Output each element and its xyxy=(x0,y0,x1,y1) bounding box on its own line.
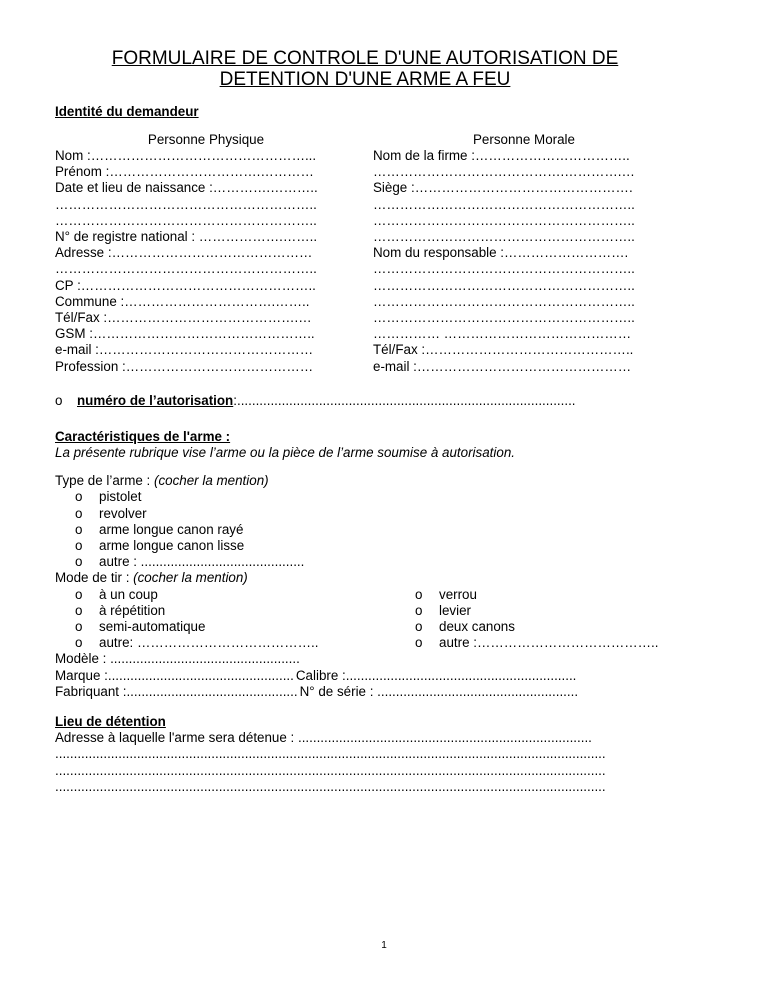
manufacturer-field[interactable]: Fabriquant :.............................................. xyxy=(55,683,298,699)
physical-person-field[interactable]: Date et lieu de naissance :………….……….. xyxy=(55,180,318,196)
model-field[interactable]: Modèle : ................................................... xyxy=(55,651,300,667)
firing-mode-label xyxy=(55,570,675,586)
physical-person-field[interactable]: e-mail :………………………………………… xyxy=(55,342,314,358)
checkbox-bullet-icon[interactable]: o xyxy=(415,619,423,635)
legal-person-field[interactable]: ………………………………………………….. xyxy=(373,196,635,212)
weapon-type-options xyxy=(55,489,675,570)
option-label: autre: ………………………………….. xyxy=(99,635,319,651)
weapon-type-label xyxy=(55,473,675,489)
option-label: levier xyxy=(439,602,471,618)
physical-person-field[interactable]: Profession :…………………………………… xyxy=(55,358,314,374)
checkbox-bullet-icon[interactable]: o xyxy=(55,392,63,408)
firing-mode-hint: (cocher la mention) xyxy=(133,570,248,586)
legal-person-field[interactable]: ………………………………………………….. xyxy=(373,212,635,228)
legal-person-heading: Personne Morale xyxy=(473,132,575,147)
legal-person-field[interactable]: Tél/Fax :……………………………………….. xyxy=(373,342,634,358)
identity-heading: Identité du demandeur xyxy=(55,104,199,119)
weapon-heading: Caractéristiques de l'arme : xyxy=(55,429,231,445)
legal-person-field[interactable]: …………………………………….………….… xyxy=(373,164,635,180)
firing-mode-option[interactable] xyxy=(55,635,395,651)
checkbox-bullet-icon[interactable]: o xyxy=(75,619,83,635)
serial-number-field[interactable]: N° de série : ...................................................... xyxy=(299,683,579,699)
physical-person-heading: Personne Physique xyxy=(147,132,265,147)
checkbox-bullet-icon[interactable]: o xyxy=(415,586,423,602)
checkbox-bullet-icon[interactable]: o xyxy=(75,602,83,618)
brand-caliber-row xyxy=(55,668,675,684)
weapon-subtitle: La présente rubrique vise l’arme ou la pièce de l’arme soumise à autorisation. xyxy=(55,445,515,461)
physical-person-field[interactable]: Adresse :……………………………………… xyxy=(55,245,313,261)
option-label: verrou xyxy=(439,586,477,602)
legal-person-column xyxy=(373,132,675,375)
firing-mode-label-text: Mode de tir : xyxy=(55,570,134,586)
checkbox-bullet-icon[interactable]: o xyxy=(415,602,423,618)
weapon-type-label-text: Type de l’arme : xyxy=(55,473,154,489)
legal-person-field[interactable]: Nom de la firme :…………………………….. xyxy=(373,148,630,163)
physical-person-field[interactable]: Prénom :…………………………….………… xyxy=(55,164,314,180)
legal-person-field[interactable]: Nom du responsable :………………………. xyxy=(373,245,629,261)
physical-person-field[interactable]: ………………………………………………….. xyxy=(55,212,317,228)
checkbox-bullet-icon[interactable]: o xyxy=(75,505,83,521)
physical-person-field[interactable]: ………………………………………………….. xyxy=(55,261,317,277)
firing-mode-option[interactable] xyxy=(55,587,395,603)
checkbox-bullet-icon[interactable]: o xyxy=(75,635,83,651)
legal-person-field[interactable]: e-mail :………………………………………… xyxy=(373,358,632,374)
action-type-option[interactable] xyxy=(395,635,675,651)
legal-person-field[interactable]: ………………………………………………….. xyxy=(373,229,635,245)
page-number: 1 xyxy=(381,940,387,951)
action-type-option[interactable] xyxy=(395,619,675,635)
option-label: à répétition xyxy=(99,602,166,618)
authorization-number-field[interactable]: :........................................................................................... xyxy=(233,392,576,408)
weapon-type-option[interactable] xyxy=(55,506,675,522)
physical-person-field[interactable]: CP :…………………………………………….. xyxy=(55,277,316,293)
action-type-option[interactable] xyxy=(395,587,675,603)
identity-columns xyxy=(55,132,675,375)
authorization-number-row xyxy=(55,393,675,409)
option-label: semi-automatique xyxy=(99,619,206,635)
option-label: autre :………………………………….. xyxy=(439,635,659,651)
checkbox-bullet-icon[interactable]: o xyxy=(75,489,83,505)
weapon-type-hint: (cocher la mention) xyxy=(153,473,269,489)
firing-mode-option[interactable] xyxy=(55,603,395,619)
firing-mode-option[interactable] xyxy=(55,619,395,635)
option-label: arme longue canon lisse xyxy=(99,538,245,554)
legal-person-field[interactable]: Siège :…………………………………………. xyxy=(373,180,633,196)
physical-person-field[interactable]: GSM :………………………………………….. xyxy=(55,326,315,342)
weapon-type-option[interactable] xyxy=(55,522,675,538)
physical-person-field[interactable]: Nom :…………………………………………... xyxy=(55,148,317,163)
location-heading: Lieu de détention xyxy=(55,714,166,730)
option-label: arme longue canon rayé xyxy=(99,521,244,537)
checkbox-bullet-icon[interactable]: o xyxy=(75,538,83,554)
brand-field[interactable]: Marque :.................................................. xyxy=(55,667,294,683)
option-label: autre : ............................................ xyxy=(99,554,305,570)
detention-address-continuation[interactable]: .................................................................................................................................................... xyxy=(55,778,606,794)
weapon-type-option[interactable] xyxy=(55,489,675,505)
option-label: à un coup xyxy=(99,586,158,602)
form-title xyxy=(55,48,675,90)
checkbox-bullet-icon[interactable]: o xyxy=(75,586,83,602)
physical-person-field[interactable]: Tél/Fax :…………………………………….… xyxy=(55,310,312,326)
checkbox-bullet-icon[interactable]: o xyxy=(75,521,83,537)
legal-person-field[interactable]: ………………………………………………….. xyxy=(373,293,635,309)
option-label: deux canons xyxy=(439,619,515,635)
checkbox-bullet-icon[interactable]: o xyxy=(75,554,83,570)
form-page xyxy=(55,48,675,795)
detention-address-continuation[interactable]: .................................................................................................................................................... xyxy=(55,746,606,762)
weapon-type-option[interactable] xyxy=(55,538,675,554)
form-title-line-1: FORMULAIRE DE CONTROLE D'UNE AUTORISATION DE xyxy=(111,48,619,69)
physical-person-column xyxy=(55,132,357,375)
physical-person-field[interactable]: N° de registre national : ……………….…….. xyxy=(55,229,318,245)
action-type-option[interactable] xyxy=(395,603,675,619)
maker-serial-row xyxy=(55,684,675,700)
option-label: pistolet xyxy=(99,489,142,505)
option-label: revolver xyxy=(99,505,147,521)
caliber-field[interactable]: Calibre :.............................................................. xyxy=(295,667,577,683)
detention-address-continuation[interactable]: .................................................................................................................................................... xyxy=(55,762,606,778)
physical-person-field[interactable]: ………………………………………………….. xyxy=(55,196,317,212)
legal-person-field[interactable]: …………… …………………………………… xyxy=(373,326,632,342)
legal-person-field[interactable]: ………………………………………………….. xyxy=(373,277,635,293)
legal-person-field[interactable]: ………………………………………………….. xyxy=(373,310,635,326)
checkbox-bullet-icon[interactable]: o xyxy=(415,635,423,651)
form-title-line-2: DETENTION D'UNE ARME A FEU xyxy=(219,69,511,90)
detention-address-field[interactable]: Adresse à laquelle l'arme sera détenue : ............................................................................... xyxy=(55,730,592,746)
weapon-type-option[interactable] xyxy=(55,554,675,570)
authorization-number-label: numéro de l’autorisation xyxy=(77,392,234,408)
legal-person-field[interactable]: ………………………………………………….. xyxy=(373,261,635,277)
physical-person-field[interactable]: Commune :…………………………….…….. xyxy=(55,293,310,309)
firing-mode-options xyxy=(55,587,675,652)
